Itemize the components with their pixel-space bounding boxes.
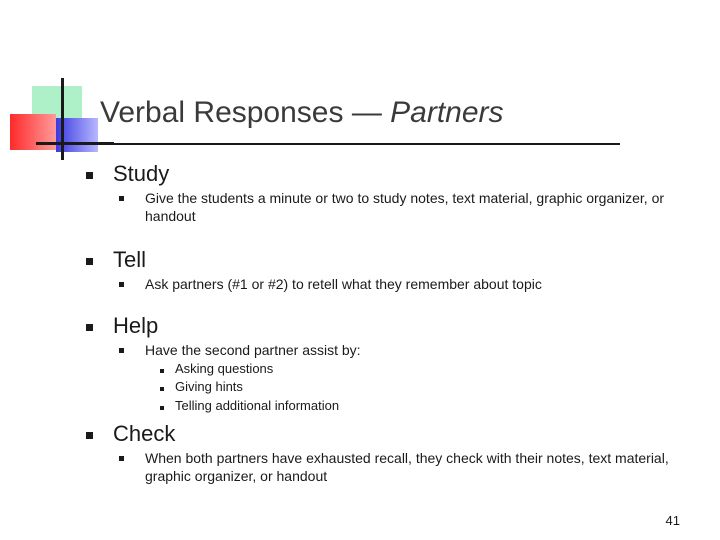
help-item: Have the second partner assist by:	[145, 342, 361, 358]
sub-sub-bullet-icon	[160, 369, 164, 373]
check-item: When both partners have exhausted recall, they check with their notes, text material, graphic organizer, or handout	[145, 450, 669, 484]
section-heading-check: Check	[113, 421, 176, 446]
sub-sub-bullet-icon	[160, 387, 164, 391]
title-main: Verbal Responses —	[100, 96, 391, 129]
logo-vertical-line	[61, 78, 64, 160]
sub-bullet-icon	[119, 348, 124, 353]
section-heading-help: Help	[113, 313, 159, 338]
help-subitem: Giving hints	[175, 379, 243, 394]
slide-title	[100, 96, 504, 130]
sub-sub-bullet-icon	[160, 406, 164, 410]
bullet-square-icon	[86, 258, 93, 265]
help-subitem: Asking questions	[175, 361, 274, 376]
title-italic: Partners	[390, 96, 504, 129]
section-heading-tell: Tell	[113, 247, 147, 272]
title-divider	[36, 143, 620, 145]
sub-bullet-icon	[119, 282, 124, 287]
bullet-square-icon	[86, 172, 93, 179]
bullet-square-icon	[86, 432, 93, 439]
section-heading-study: Study	[113, 161, 170, 186]
page-number: 41	[665, 513, 680, 528]
sub-bullet-icon	[119, 456, 124, 461]
bullet-square-icon	[86, 324, 93, 331]
help-subitem: Telling additional information	[175, 398, 340, 413]
study-item: Give the students a minute or two to study notes, text material, graphic organizer, or handout	[145, 190, 665, 224]
tell-item: Ask partners (#1 or #2) to retell what they remember about topic	[145, 276, 542, 292]
corner-logo	[10, 78, 110, 162]
sub-bullet-icon	[119, 196, 124, 201]
